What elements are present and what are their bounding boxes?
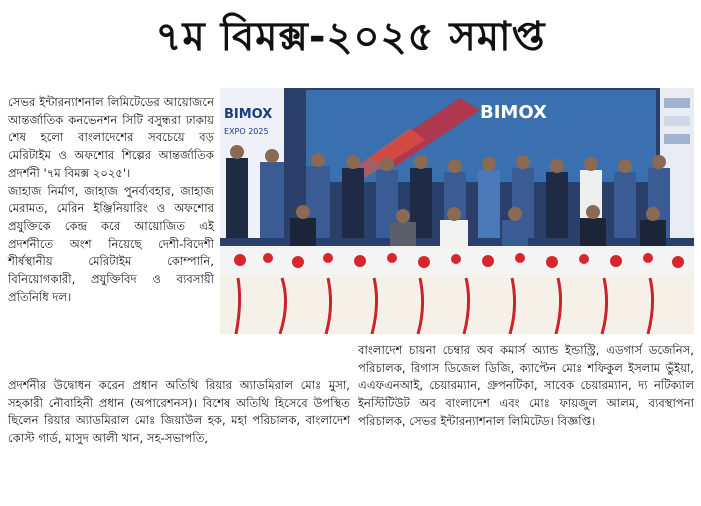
headline: ৭ম বিমক্স-২০২৫ সমাপ্ত [155,14,546,60]
banner-left-logo: BIMOX [224,107,273,122]
article-column-right [358,342,694,431]
article-column-bottom-left [8,377,350,448]
paragraph-intro: সেভর ইন্টারন্যাশনাল লিমিটেডের আয়োজনে আন্তর্জাতিক কনভেনশন সিটি বসুন্ধরা ঢাকায় শেষ হলো বাংলাদেশের সবচেয়ে বড় মেরিটাইম ও অফশোর শিল্পের আন্তর্জাতিক প্রদর্শনী '৭ম বিমক্স ২০২৫'। [8,95,214,180]
paragraph-inauguration: প্রদর্শনীর উদ্বোধন করেন প্রধান অতিথি রিয়ার অ্যাডমিরাল মোঃ মুসা, সহকারী নৌবাহিনী প্রধান (অপারেশনস)। বিশেষ অতিথি হিসেবে উপস্থিত ছিলেন রিয়ার অ্যাডমিরাল মোঃ জিয়াউল হক, মহা পরিচালক, বাংলাদেশ কোস্ট গার্ড, মাসুদ আলী খান, সহ-সভাপতি, [8,378,350,446]
paragraph-guests: বাংলাদেশ চায়না চেম্বার অব কমার্স অ্যান্ড ইন্ডাস্ট্রি, এডগার্স ডজেনিস, পরিচালক, রিগাস ডিজেল ডিজি, ক্যাপ্টেন মোঃ শফিকুল ইসলাম ভুঁইয়া, এএফএনআই, চেয়ারম্যান, গ্রুপনটিকা, সাবেক চেয়ারম্যান, দ্য নটিক্যাল ইনস্টিটিউট অব বাংলাদেশ এবং মোঃ ফায়জুল আলম, ব্যবস্থাপনা পরিচালক, সেভর ইন্টারন্যাশনাল লিমিটেড। বিজ্ঞপ্তি। [358,343,694,428]
flower-row [220,248,694,274]
screen-logo: BIMOX [480,102,547,123]
paragraph-exhibition: জাহাজ নির্মাণ, জাহাজ পুনর্ব্যবহার, জাহাজ মেরামত, মেরিন ইঞ্জিনিয়ারিং ও অফশোর প্রযুক্তিকে কেন্দ্র করে আয়োজিত এই প্রদর্শনীতে অংশ নিয়েছে দেশী-বিদেশী শীর্ষস্থানীয় মেরিটাইম কোম্পানি, বিনিয়োগকারী, প্রযুক্তিবিদ ও ব্যবসায়ী প্রতিনিধি দল। [8,183,214,304]
article-column-left [8,94,214,306]
event-photo [220,88,694,334]
banner-left-sub: EXPO 2025 [224,127,269,136]
